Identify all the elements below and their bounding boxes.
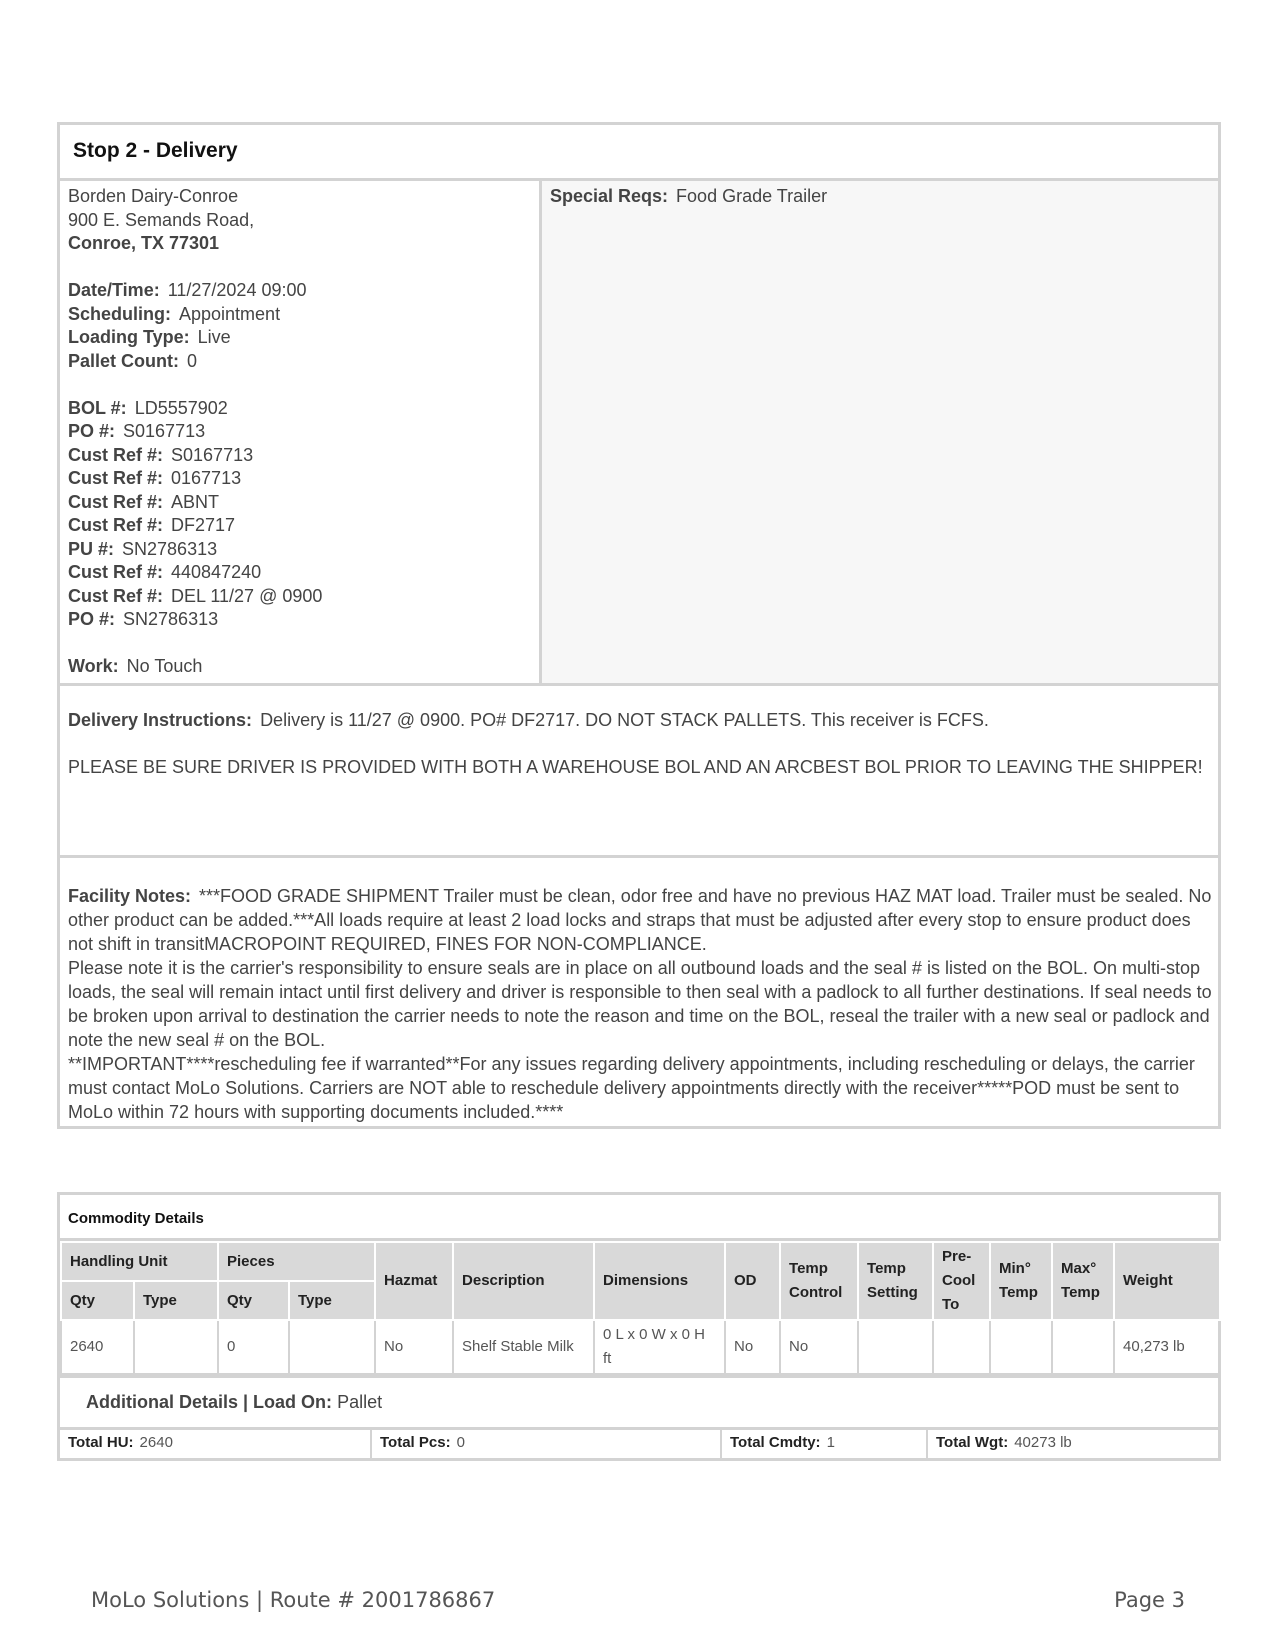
stop-title: Stop 2 - Delivery [60,125,1218,181]
total-pcs-value: 0 [456,1434,465,1451]
cell-pc-qty: 0 [218,1320,289,1374]
reference-value: LD5557902 [134,397,228,418]
commodity-table [60,1241,1221,1375]
reference-value: ABNT [171,491,220,512]
header-description: Description [453,1242,594,1320]
work-label: Work: [68,656,119,676]
cell-description: Shelf Stable Milk [453,1320,594,1374]
schedule-value: 0 [187,350,198,371]
schedule-row [68,279,531,303]
reference-value: S0167713 [171,444,254,465]
stop-info [60,181,1218,686]
schedule-label: Date/Time: [68,280,160,300]
reference-label: Cust Ref #: [68,562,164,582]
delivery-instructions-line2: PLEASE BE SURE DRIVER IS PROVIDED WITH BOTH A WAREHOUSE BOL AND AN ARCBEST BOL PRIOR TO LEAVING THE SHIPPER! [68,757,1203,777]
total-wgt-value: 40273 lb [1014,1434,1072,1451]
facility-notes-label: Facility Notes: [68,886,192,906]
reference-row [68,467,531,491]
cell-max-temp [1052,1320,1114,1374]
reference-row [68,561,531,585]
header-hu-qty: Qty [61,1281,134,1320]
reference-row [68,514,531,538]
reference-label: Cust Ref #: [68,585,164,606]
header-max-temp: Max° Temp [1052,1242,1114,1320]
schedule-value: Live [197,327,231,347]
schedule-row [68,350,531,374]
total-hu-value: 2640 [139,1434,173,1451]
facility-notes [60,858,1218,1126]
reference-row [68,608,531,632]
schedule-value: 11/27/2024 09:00 [167,280,307,300]
schedule-value: Appointment [179,303,281,324]
reference-row [68,397,531,421]
footer-page-number: Page 3 [1114,1588,1185,1612]
cell-hu-qty: 2640 [61,1320,134,1374]
header-od: OD [725,1242,780,1320]
reference-row [68,585,531,609]
total-hu-label: Total HU: [68,1434,134,1451]
total-pcs-label: Total Pcs: [380,1434,451,1451]
header-temp-setting: Temp Setting [858,1242,933,1320]
header-pc-type: Type [289,1281,375,1320]
work-value: No Touch [126,656,203,676]
cell-weight: 40,273 lb [1114,1320,1220,1374]
header-pre-cool: Pre-Cool To [933,1242,990,1320]
header-weight: Weight [1114,1242,1220,1320]
additional-details [60,1375,1218,1427]
reference-label: Cust Ref #: [68,444,164,465]
header-hu-type: Type [134,1281,218,1320]
header-min-temp: Min° Temp [990,1242,1052,1320]
reference-label: Cust Ref #: [68,491,164,512]
facility-notes-para3: **IMPORTANT****rescheduling fee if warranted**For any issues regarding delivery appointments, including rescheduling or delays, the carrier must contact MoLo Solutions. Carriers are NOT able to reschedule delivery appointments directly with the receiver*****POD must be sent to MoLo within 72 hours with supporting documents included.**** [68,1054,1195,1122]
header-handling-unit: Handling Unit [61,1242,218,1281]
header-dimensions: Dimensions [594,1242,725,1320]
reference-label: Cust Ref #: [68,515,164,535]
header-pc-qty: Qty [218,1281,289,1320]
address-city-state-zip: Conroe, TX 77301 [68,233,220,253]
totals-row [60,1427,1218,1458]
facility-notes-para2: Please note it is the carrier's responsibility to ensure seals are in place on all outbound loads and the seal # is listed on the BOL. On multi-stop loads, the seal will remain intact until first delivery and driver is responsible to then seal with a padlock to all further destinations. If seal needs to be broken upon arrival to destination the carrier needs to note the reason and time on the BOL, reseal the trailer with a new seal or padlock and note the new seal # on the BOL. [68,958,1212,1050]
cell-hazmat: No [375,1320,453,1374]
total-wgt-label: Total Wgt: [936,1434,1009,1451]
total-cmdty [722,1430,928,1458]
reference-value: DF2717 [171,515,236,535]
schedule-row [68,303,531,327]
reference-value: S0167713 [123,421,206,441]
delivery-instructions [60,686,1218,858]
reference-value: SN2786313 [122,538,218,559]
cell-hu-type [134,1320,218,1374]
additional-details-value: Pallet [337,1392,383,1412]
stop-details [60,181,542,683]
address-name: Borden Dairy-Conroe [68,186,239,206]
reference-value: 0167713 [171,468,242,488]
commodity-details [57,1192,1221,1461]
schedule-row [68,326,531,350]
cell-temp-setting [858,1320,933,1374]
commodity-title: Commodity Details [60,1195,1218,1241]
work-row [68,655,531,679]
header-hazmat: Hazmat [375,1242,453,1320]
cell-pc-type [289,1320,375,1374]
reference-row [68,538,531,562]
schedule-label: Scheduling: [68,303,171,324]
reference-label: BOL #: [68,397,127,418]
stop-card [57,122,1221,1129]
additional-details-label: Additional Details | Load On: [86,1392,333,1412]
table-row [61,1320,1220,1374]
delivery-instructions-label: Delivery Instructions: [68,710,253,730]
cell-dimensions: 0 L x 0 W x 0 H ft [594,1320,725,1374]
total-hu [60,1430,372,1458]
address-street: 900 E. Semands Road, [68,209,255,230]
cell-min-temp [990,1320,1052,1374]
special-reqs-panel [542,181,1218,683]
footer-route: MoLo Solutions | Route # 2001786867 [91,1588,496,1612]
cell-temp-control: No [780,1320,858,1374]
total-cmdty-label: Total Cmdty: [730,1434,821,1451]
reference-row [68,420,531,444]
schedule-label: Loading Type: [68,327,190,347]
cell-od: No [725,1320,780,1374]
total-cmdty-value: 1 [826,1434,835,1451]
reference-value: DEL 11/27 @ 0900 [171,585,323,606]
header-temp-control: Temp Control [780,1242,858,1320]
special-reqs-value: Food Grade Trailer [676,186,828,206]
reference-label: PO #: [68,421,116,441]
delivery-instructions-line1: Delivery is 11/27 @ 0900. PO# DF2717. DO NOT STACK PALLETS. This receiver is FCFS. [260,710,989,730]
schedule-label: Pallet Count: [68,350,179,371]
cell-pre-cool [933,1320,990,1374]
total-pcs [372,1430,722,1458]
reference-label: Cust Ref #: [68,468,164,488]
special-reqs-label: Special Reqs: [550,186,669,206]
reference-value: SN2786313 [123,609,219,629]
reference-row [68,444,531,468]
reference-row [68,491,531,515]
reference-label: PO #: [68,609,116,629]
reference-label: PU #: [68,538,115,559]
header-pieces: Pieces [218,1242,375,1281]
total-wgt [928,1430,1218,1458]
facility-notes-para1: ***FOOD GRADE SHIPMENT Trailer must be clean, odor free and have no previous HAZ MAT load. Trailer must be sealed. No other product can be added.***All loads require at least 2 load locks and straps that must be adjusted after every stop to ensure product does not shift in transitMACROPOINT REQUIRED, FINES FOR NON-COMPLIANCE. [68,886,1212,954]
reference-value: 440847240 [171,562,262,582]
